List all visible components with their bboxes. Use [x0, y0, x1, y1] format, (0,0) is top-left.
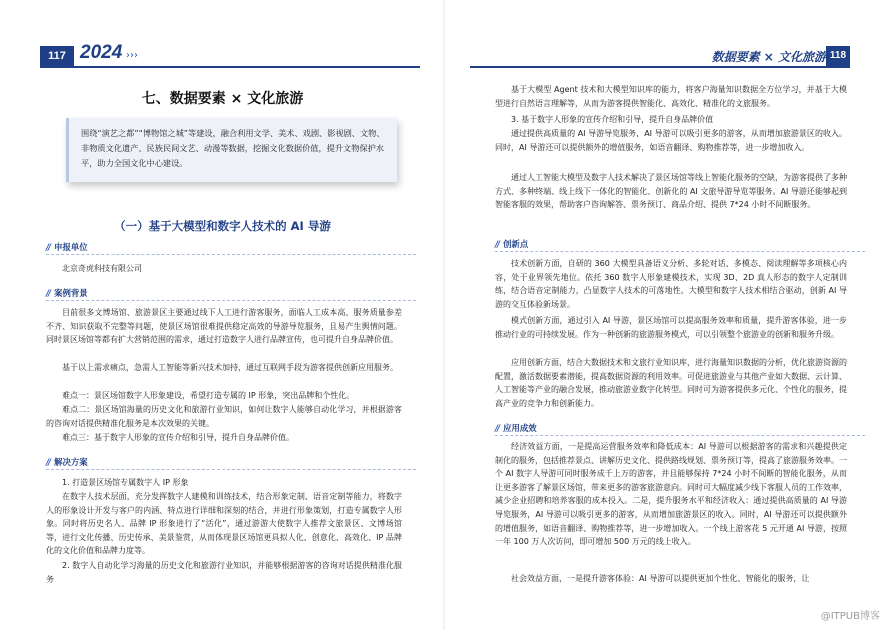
subheading-label: 案例背景	[54, 288, 88, 298]
intro-text: 围绕“演艺之都”“博物馆之城”等建设，融合利用文学、美术、戏剧、影视剧、文物、非物质文化遗产、民族民间文艺、动漫等数据，挖掘文化数据价值，提升文物保护水平，助力全国文化中心建设。	[81, 128, 385, 168]
header-rule	[40, 66, 420, 68]
header-rule	[470, 66, 850, 68]
subheading-label: 申报单位	[54, 242, 88, 252]
body-paragraph: 基于大模型 Agent 技术和大模型知识库的能力，将客户海量知识数据全方位学习，并基于大模型进行自然语言理解等，从而为游客提供智能化、高效化、精准化的文旅服务。	[495, 85, 847, 108]
chevrons-icon: ›››	[126, 50, 138, 61]
slash-mark-icon: //	[495, 423, 500, 433]
background-paragraph: 难点三：基于数字人形象的宣传介绍和引导，提升自身品牌价值。	[62, 433, 294, 442]
solution-paragraph: 在数字人技术层面，充分发挥数字人建模和训练技术，结合形象定制、语音定制等能力，将数字人的形象设计开发与客户的内涵、特点进行详细和深刻的结合，并进行形象策划，打造专属数字人形象。同时将历史名人、品牌 IP 形象进行了“活化”，通过游游大使数字人推荐文旅景区、文博场馆等，进行文化传播、历史传承、美景鉴赏，从而体现景区场馆更具拟人化、创意化、高效化、IP 品牌化的文化价值和品牌力度等。	[46, 492, 402, 556]
subheading-background	[46, 287, 88, 299]
results-paragraph: 社会效益方面，一是提升游客体验：AI 导游可以提供更加个性化、智能化的服务，让	[511, 574, 810, 583]
results-paragraph: 经济效益方面，一是提高运营服务效率和降低成本：AI 导游可以根据游客的需求和兴趣提供定制化的服务，包括推荐景点、讲解历史文化、提供路线规划、票务预订等，提高了旅游服务效率。一个 AI 数字人导游可同时服务成千上万的游客，并且能够保持 7*24 小时不间断的智能化服务，从而让更多游客了解景区场馆，带来更多的游客旅游意向。同时可大幅度减少线下客服人员的工作效率，减少企业招聘和培养客服的成本投入。二是，提升服务水平和经济收入：通过提供高质量的 AI 导游导览服务，AI 导游可以吸引更多的游客，从而增加旅游景区的收入。同时，AI 导游还可以提供额外的增值服务，如语音翻译、购物推荐等，进一步增加收入。一个线上游客花 5 元开通 AI 导游，按照一年 100 万人次访问，即可增加 500 万元的线上收入。	[495, 442, 847, 547]
section-title: （一）基于大模型和数字人技术的 AI 导游	[114, 219, 331, 233]
body-paragraph: 3. 基于数字人形象的宣传介绍和引导，提升自身品牌价值	[511, 115, 714, 124]
subheading-solution	[46, 456, 88, 468]
running-head: 数据要素 × 文化旅游	[711, 50, 826, 64]
innovation-paragraph: 模式创新方面，通过引入 AI 导游，景区场馆可以提高服务效率和质量，提升游客体验，进一步推动行业的可持续发展。作为一种创新的旅游服务模式，可以引领整个旅游业的创新和服务升级。	[495, 316, 847, 339]
subheading-label: 解决方案	[54, 457, 88, 467]
applicant-name: 北京奇虎科技有限公司	[62, 264, 142, 273]
chapter-title: 七、数据要素 × 文化旅游	[141, 91, 304, 107]
subheading-label: 创新点	[503, 239, 529, 249]
left-page-number: 117	[40, 46, 74, 66]
background-paragraph: 目前很多文博场馆、旅游景区主要通过线下人工进行游客服务，面临人工成本高、服务质量参差不齐、知识获取不完整等问题，使景区场馆很难提供稳定高效的导游导览服务，且易产生舆情问题。同时景区场馆等都有扩大营销范围的需求，通过打造数字人进行品牌宣传，也可提升自身品牌价值。	[46, 308, 402, 345]
innovation-paragraph: 技术创新方面，自研的 360 大模型具备语义分析、多轮对话、多模态、阅读理解等多项核心内容，处于业界领先地位。依托 360 数字人形象建模技术，实现 3D、2D 真人形态的数字人定制训练，结合语音定制能力，凸显数字人技术的可落地性。大模型和数字人技术相结合驱动，创新 AI 导游的交互体验新场景。	[495, 259, 847, 309]
solution-paragraph: 2. 数字人自动化学习海量的历史文化和旅游行业知识，并能够根据游客的咨询对话提供精准化服务	[46, 561, 402, 584]
slash-mark-icon: //	[495, 239, 500, 249]
innovation-paragraph: 应用创新方面，结合大数据技术和文旅行业知识库，进行海量知识数据的分析，优化旅游资源的配置，激活数据要素潜能，提高数据资源的利用效率。可促进旅游业与其他产业如大数据、云计算、人工智能等产业的融合发展，推动旅游业数字化转型。同时可为游客提供多元化、个性化的服务，提高产业的竞争力和创新能力。	[495, 358, 847, 408]
right-page	[445, 0, 890, 630]
right-page-number: 118	[826, 46, 850, 66]
slash-mark-icon: //	[46, 242, 51, 252]
solution-paragraph: 1. 打造景区场馆专属数字人 IP 形象	[62, 478, 189, 487]
intro-box	[66, 118, 397, 182]
subheading-results	[495, 422, 537, 434]
year-logo: 2024	[80, 42, 123, 63]
background-paragraph: 难点一：景区场馆数字人形象建设，希望打造专属的 IP 形象，突出品牌和个性化。	[62, 391, 355, 400]
slash-mark-icon: //	[46, 288, 51, 298]
background-paragraph: 基于以上需求痛点，急需人工智能等新兴技术加持，通过互联网手段为游客提供创新应用服务。	[62, 363, 398, 372]
subheading-applicant	[46, 241, 88, 253]
body-paragraph: 通过人工智能大模型及数字人技术解决了景区场馆等线上智能化服务的空缺，为游客提供了多种方式、多种终端、线上线下一体化的智能化、创新化的 AI 文旅导游导览等服务。AI 导游还能够起到智能客服的效果，帮助客户咨询解答、票务预订、商品介绍、提供 7*24 小时不间断服务。	[495, 173, 847, 210]
slash-mark-icon: //	[46, 457, 51, 467]
subheading-label: 应用成效	[503, 423, 537, 433]
watermark-text: @ITPUB博客	[820, 611, 880, 622]
background-paragraph: 难点二：景区场馆海量的历史文化和旅游行业知识，如何让数字人能够自动化学习，并根据游客的咨询对话提供精准化服务是本次效果的关键。	[46, 405, 402, 428]
subheading-innovation	[495, 238, 528, 250]
body-paragraph: 通过提供高质量的 AI 导游导览服务，AI 导游可以吸引更多的游客，从而增加旅游景区的收入。同时，AI 导游还可以提供额外的增值服务，如语音翻译、购物推荐等，进一步增加收入。	[495, 129, 847, 152]
